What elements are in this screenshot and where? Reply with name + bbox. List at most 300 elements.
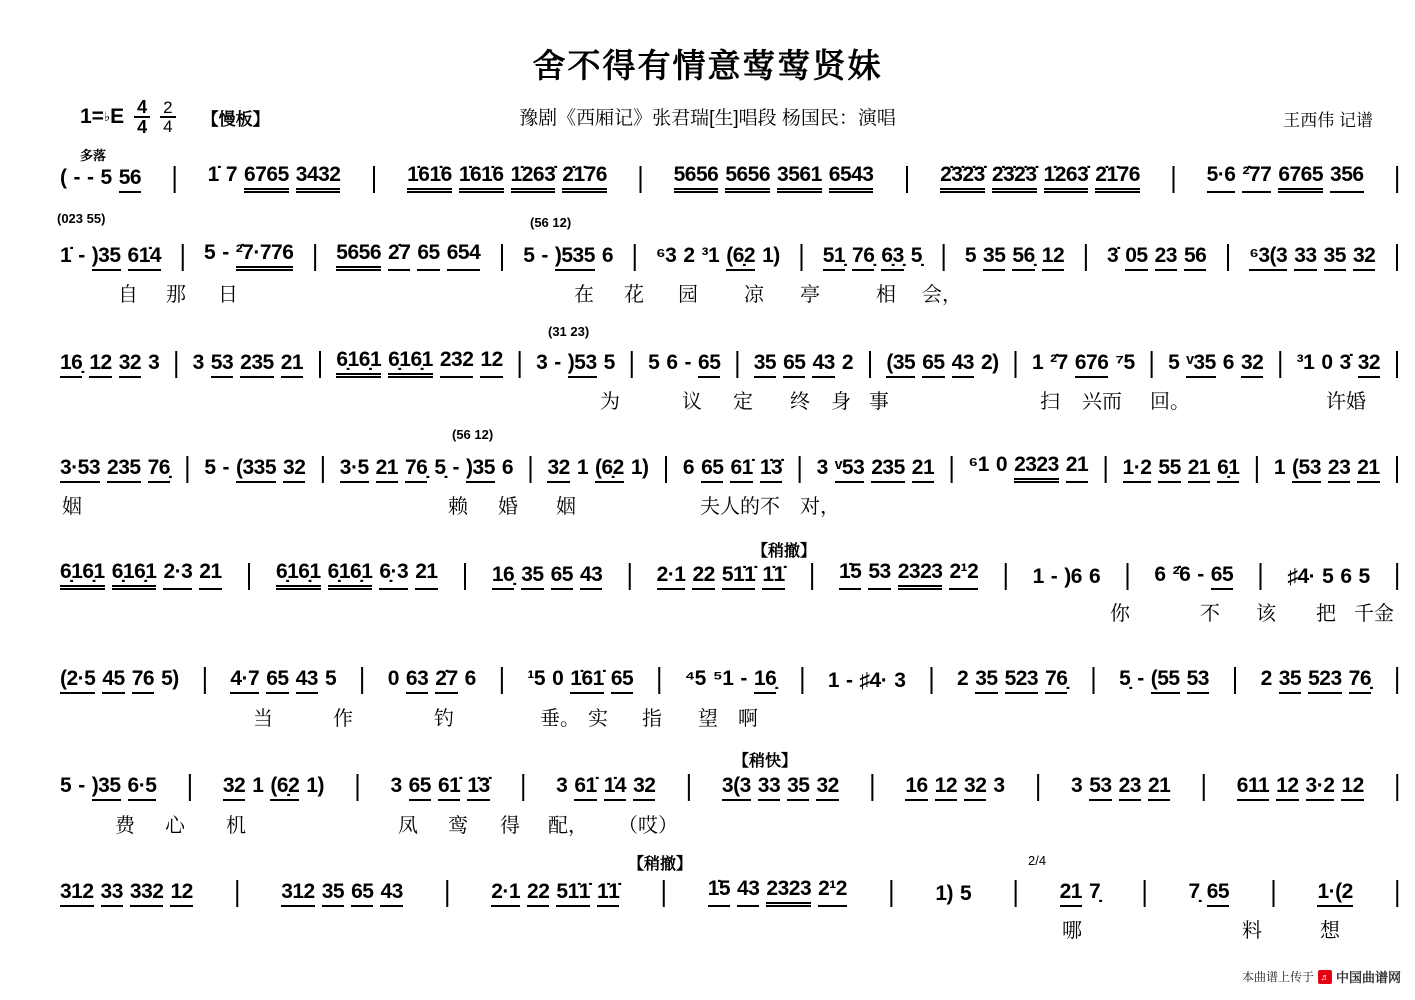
note-group: 676 [1075,351,1109,378]
note-group: 5 [1168,351,1180,374]
barline: | [626,558,633,592]
lyric-syllable: 当 [253,708,273,730]
note-group: 2¹2 [818,877,847,907]
barline: | [184,451,191,485]
note-group: 45 [102,667,124,694]
note-group: 76̣ [1349,667,1371,694]
note-group: 65 [698,351,720,378]
measure [336,348,502,378]
note-group: 56̣ [1012,244,1034,271]
watermark-site-name: 中国曲谱网 [1335,970,1401,985]
measure [648,351,720,378]
note-group: (2·5 [60,667,95,694]
note-group: 6 [1222,351,1234,374]
cue-notes: (31 23) [548,324,590,339]
note-group: 2̇7 [388,241,410,271]
note-group: 63 [406,667,428,694]
measure [1287,565,1369,590]
note-group: 1̇ [60,244,72,267]
note-group: 3̇ [1339,351,1351,374]
note-group: 12 [1276,774,1298,801]
cue-notes: (56 12) [452,427,494,442]
meter-secondary-denominator: 4 [163,117,173,137]
barline: | [1034,769,1041,803]
note-group: 23 [1328,456,1350,483]
lyric-syllable: 配， [548,815,588,837]
measure [886,351,998,378]
barline: | [808,558,815,592]
barline: | [799,662,806,696]
note-group: )535 [555,244,595,271]
note-group: 1 [1273,456,1286,479]
note-group: 1̇3̇ [467,774,489,801]
lyric-syllable: 自 [118,284,138,306]
barline: | [370,161,377,195]
note-group: (6̣2 [270,774,299,801]
notes-row [60,241,1402,271]
note-group: 3 [556,774,568,797]
note-group: 2323 [898,560,943,590]
note-group: 6 [1340,565,1352,588]
note-group: 21 [1188,456,1210,483]
lyric-syllable: 你 [1110,603,1130,625]
note-group: (35 [886,351,915,378]
notes-row [60,453,1402,483]
note-group: 6 [682,456,695,479]
barline: | [1270,875,1277,909]
lyric-syllable: 在 [574,284,594,306]
note-group: ⁶3 [656,244,677,267]
note-group: 6̣16̣1 [388,348,433,378]
note-group: 5) [161,667,179,690]
watermark [1242,967,1401,986]
note-group: 21 [1357,456,1379,483]
note-group: 2¹2 [949,560,978,590]
note-group: 56 [119,166,141,193]
note-group: 2̇3̇2̇3̇ [940,163,985,193]
note-group: 5 [964,244,977,267]
measure [407,163,607,193]
measure [965,244,1064,271]
lyric-syllable: 姻 [556,496,576,518]
measure [935,882,971,907]
lyric-syllable: 那 [166,284,186,306]
note-group: 65 [1211,563,1233,590]
note-group: 35 [787,774,809,801]
note-group: 23 [1155,244,1177,271]
note-group: 55 [1158,456,1180,483]
barline: | [1276,346,1283,380]
measure [1032,351,1135,378]
measure [60,456,170,483]
barline: | [1090,662,1097,696]
measure [1249,244,1375,271]
measure [60,667,179,694]
note-group: 6̣16̣1 [328,560,373,590]
note-group: 1̇61̇6 [407,163,452,193]
barline: | [1102,451,1109,485]
lyric-syllable: 相 [876,284,896,306]
barline: | [1231,662,1238,696]
note-group: 12 [935,774,957,801]
note-group: )6 [1064,565,1082,588]
note-group: 5 [960,882,972,905]
note-group: - [541,244,548,267]
note-group: (6̣2 [595,456,624,483]
note-group: 53 [868,560,890,590]
note-group: 35 [754,351,776,378]
lyric-syllable: 花 [624,284,644,306]
tempo-change-label: 【稍快】 [733,753,798,770]
barline: | [311,239,318,273]
note-group: ³1 [701,244,720,267]
barline: | [186,769,193,803]
measure [1071,774,1170,801]
barline: | [631,239,638,273]
note-group: 3 [894,669,906,692]
note-group: - [78,774,85,797]
measure [1123,456,1240,483]
barline: | [948,451,955,485]
note-group: 32 [283,456,305,483]
measure [193,351,303,378]
note-group: 1) [935,882,954,905]
watermark-uploaded-text: 本曲谱上传于 [1241,970,1314,984]
barline: | [928,662,935,696]
note-group: ¹5 [527,667,546,690]
note-group: 6̣16̣1 [60,560,105,590]
note-group: 6 [666,351,678,374]
note-group: 05 [1125,244,1147,271]
flat-accidental: ♭ [103,109,111,125]
measure [1207,163,1364,193]
meter-primary-numerator: 4 [134,98,150,118]
measure [223,774,324,801]
note-group: 1 [252,774,264,797]
measure [336,241,480,271]
tempo-change-label: 【稍撤】 [628,856,693,873]
note-group: 1̇4 [604,774,626,801]
note-group: 32 [816,774,838,801]
barline: | [940,239,947,273]
note-group: 235 [107,456,141,483]
note-group: 43 [812,351,834,378]
measure [1297,351,1380,378]
note-group: 53 [211,351,233,378]
system [60,853,1402,957]
note-group: 16̣ [60,351,82,378]
notes-row [60,348,1402,378]
key-prefix: 1= [80,105,104,129]
lyric-syllable: 不 [1200,603,1220,625]
note-group: 6·5 [128,774,157,801]
note-group: (6̣2 [726,244,755,271]
barline: | [1200,769,1207,803]
lyric-syllable: 回。 [1150,391,1190,413]
note-group: 235 [871,456,905,483]
measure [60,166,141,193]
measure [60,880,193,907]
note-group: 21 [1148,774,1170,801]
note-group: 3 [993,774,1005,797]
system [60,427,1402,533]
note-group: 7̣ [1088,880,1101,903]
note-group: - [87,166,94,189]
note-group: ᵛ35 [1186,351,1216,378]
measure [60,774,156,801]
note-group: 32 [223,774,245,801]
barline: | [1393,239,1400,273]
note-group: 65 [783,351,805,378]
barline: | [1224,239,1231,273]
measure [1119,667,1209,694]
lyric-syllable: 日 [218,284,238,306]
note-group: 65 [701,456,723,483]
note-group: 0 [387,667,399,690]
note-group: 1̇263̇ [1044,163,1089,193]
note-group: 3 [148,351,160,374]
note-group: - [1197,563,1204,586]
note-group: 232 [440,348,474,378]
lyric-syllable: 实 [588,708,608,730]
note-group: 1̇61̇6 [459,163,504,193]
meter-secondary-numerator: 2 [160,99,175,118]
note-group: 2̇1̇76 [1095,163,1140,193]
note-group: 3432 [296,163,341,193]
note-group: 5 [1358,565,1370,588]
note-group: 1·2 [1123,456,1152,483]
note-group: 43 [380,880,402,907]
note-group: 3 [536,351,548,374]
lyric-syllable: 钓 [434,708,454,730]
note-group: 5̣ [434,456,446,479]
note-group: 43 [296,667,318,694]
note-group: 32 [633,774,655,801]
note-group: 0 [1321,351,1333,374]
measure [656,244,780,271]
barline: | [519,769,526,803]
measure [685,667,776,694]
note-group: 1̇ [207,163,219,186]
measure [340,456,513,483]
note-group: 32 [1241,351,1263,378]
site-logo-icon: ♬ [1318,970,1332,984]
note-group: 5 [60,774,72,797]
barline: | [498,662,505,696]
song-subtitle: 豫剧《西厢记》张君瑞[生]唱段 杨国民：演唱 [519,108,896,129]
note-group: 61̇ [730,456,752,483]
barline: | [734,346,741,380]
lyric-syllable: 啊 [738,708,758,730]
measure [657,563,785,590]
lyric-syllable: 许婚 [1326,391,1366,413]
barline: | [1148,346,1155,380]
note-group: 1) [762,244,780,267]
note-group: - [1137,667,1144,690]
note-group: 56 [1184,244,1206,271]
note-group: 235 [240,351,274,378]
barline: | [461,558,468,592]
note-group: 6765 [244,163,289,193]
barline: | [1082,239,1089,273]
note-group: 6 [1154,563,1166,586]
note-group: 5656 [725,163,770,193]
note-group: ⁶1 [968,453,989,476]
measure [828,669,906,694]
measure [823,244,922,271]
note-group: 7̣ [1188,880,1200,903]
measure [1274,456,1380,483]
lyric-syllable: 为 [600,391,620,413]
measure [390,774,489,801]
barline: | [245,558,252,592]
barline: | [903,161,910,195]
note-group: 33 [1294,244,1316,271]
note-group: 4·7 [230,667,259,694]
lyric-syllable: 作 [333,708,353,730]
note-group: 2̇3̇2̇3̇ [992,163,1037,193]
system [57,211,1402,321]
measure [204,241,293,271]
lyric-syllable: 心 [165,815,185,837]
tempo-change-label: 【稍撤】 [752,543,817,560]
barline: | [1257,558,1264,592]
note-group: 32 [1358,351,1380,378]
note-group: 65 [266,667,288,694]
barline: | [662,451,669,485]
note-group: ( [60,166,67,189]
cue-notes: (023 55) [57,211,106,226]
cue-notes: (56 12) [530,215,572,230]
barline: | [1170,161,1177,195]
note-group: 76̣ [405,456,427,483]
note-group: 3561 [777,163,822,193]
lyric-syllable: 议 [682,391,702,413]
measure [1107,244,1206,271]
note-group: 5̣ [910,244,922,267]
measure [940,163,1140,193]
barline: | [1012,875,1019,909]
note-group: 1 [1032,565,1044,588]
note-group: 53 [1187,667,1209,694]
lyric-syllable: 事 [869,391,889,413]
tempo-marking: 【慢板】 [201,109,270,129]
measure [905,774,1004,801]
barline: | [316,346,323,380]
notes-row [60,769,1402,803]
note-group: 23 [1119,774,1141,801]
note-group: 2323 [1014,453,1059,483]
lyric-syllable: 定 [733,391,753,413]
note-group: - [452,456,460,479]
note-group: (53 [1292,456,1321,483]
note-group: 33 [758,774,780,801]
barline: | [798,239,805,273]
note-group: 6 [1088,565,1101,588]
measure [527,667,633,694]
measure [683,456,782,483]
note-group: 16̣ [492,563,514,590]
note-group: 35 [521,563,543,590]
note-group: 5·6 [1207,163,1236,193]
key-tonic: E [110,105,125,129]
barline: | [516,346,523,380]
note-group: 1·(2 [1317,880,1352,907]
note-group: (55 [1151,667,1180,694]
note-group: 22 [692,563,714,590]
note-group: 43 [952,351,974,378]
note-group: 43 [580,563,602,590]
note-group: 21 [376,456,398,483]
note-group: ᵛ53 [835,456,865,483]
measure [276,560,438,590]
barline: | [179,239,186,273]
lyric-syllable: 婚 [498,496,518,518]
measure [230,667,336,694]
note-group: 2 [683,244,695,267]
note-group: 5 [648,351,660,374]
note-group: 65 [417,241,439,271]
barline: | [234,875,240,909]
measure [1261,667,1371,694]
note-group: 3·5 [340,456,369,483]
note-group: 6765 [1278,163,1323,193]
note-group: 356 [1330,163,1364,193]
note-group: ⁷5 [1115,351,1135,374]
barline: | [888,875,895,909]
note-group: )53 [568,351,597,378]
lyric-syllable: 会， [922,284,962,306]
barline: | [498,239,505,273]
barline: | [1393,769,1400,803]
note-group: 0 [995,453,1008,476]
system [60,148,1402,243]
barline: | [1393,558,1400,592]
measure [1237,774,1364,801]
lyric-syllable: 凉 [744,284,764,306]
notes-row [60,163,1402,193]
barline: | [1124,558,1131,592]
measure [204,456,305,483]
note-group: 2·1 [491,880,520,907]
barline: | [866,346,873,380]
note-group: 1 [576,456,588,479]
note-group: 1̇61̇ [570,667,604,694]
note-group: ⁶3(3 [1249,244,1287,271]
note-group: ²̇7 [1050,351,1068,374]
measure [1154,563,1233,590]
measure [536,351,615,378]
note-group: 12 [480,348,502,378]
note-group: 21 [415,560,437,590]
note-group: 7 [225,163,238,186]
note-group: 1̇3̇ [760,456,782,483]
cue-notes: 多落 [80,148,107,163]
note-group: - [846,669,853,692]
note-group: 1̇5 [839,560,861,590]
note-group: (335 [236,456,276,483]
note-group: - [78,244,85,267]
note-group: 6̣16̣1 [276,560,321,590]
note-group: ²̇7·776 [236,241,294,271]
system [60,324,1402,428]
note-group: 3 [390,774,402,797]
note-group: 1̇263̇ [511,163,556,193]
note-group: - [554,351,561,374]
notes-row [60,877,1402,907]
note-group: 21 [1066,453,1088,483]
barline: | [527,451,534,485]
